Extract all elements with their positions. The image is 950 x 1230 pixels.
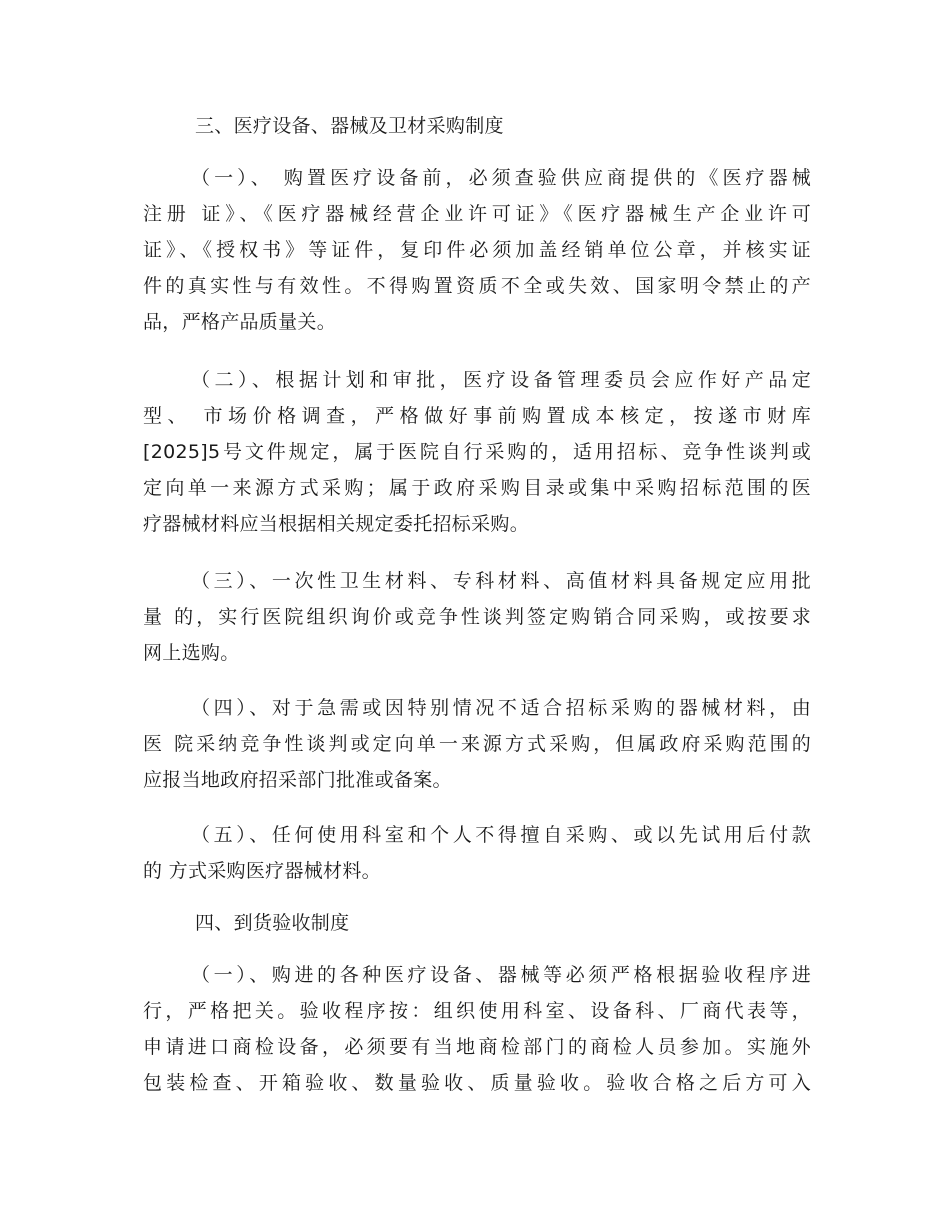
paragraph-line: 注册 证》、《医疗器械经营企业许可证》《医疗器械生产企业许可	[143, 203, 811, 225]
paragraph-line: 包装检查、开箱验收、数量验收、质量验收。验收合格之后方可入	[143, 1072, 811, 1094]
paragraph-line: （一）、购进的各种医疗设备、器械等必须严格根据验收程序进	[191, 964, 811, 986]
paragraph-line: 证》、《授权书》等证件，复印件必须加盖经销单位公章，并核实证	[143, 239, 811, 261]
paragraph-line: （三）、一次性卫生材料、专科材料、高值材料具备规定应用批	[191, 570, 811, 592]
paragraph-line: 医 院采纳竞争性谈判或定向单一来源方式采购，但属政府采购范围的	[143, 733, 811, 755]
paragraph-line: [2025]5号文件规定，属于医院自行采购的，适用招标、竞争性谈判或	[143, 441, 811, 463]
paragraph-3-5	[143, 817, 811, 889]
paragraph-line: 应报当地政府招采部门批准或备案。	[143, 769, 452, 791]
paragraph-line: 型、 市场价格调查，严格做好事前购置成本核定，按遂市财库	[143, 405, 811, 427]
paragraph-3-2	[143, 362, 811, 542]
paragraph-line: 申请进口商检设备，必须要有当地商检部门的商检人员参加。实施外	[143, 1036, 811, 1058]
paragraph-line: （五）、任何使用科室和个人不得擅自采购、或以先试用后付款	[191, 824, 811, 846]
paragraph-line: （一）、 购置医疗设备前，必须查验供应商提供的《医疗器械	[191, 167, 811, 189]
paragraph-line: 网上选购。	[143, 642, 240, 664]
paragraph-3-4	[143, 690, 811, 798]
paragraph-line: 件的真实性与有效性。不得购置资质不全或失效、国家明令禁止的产	[143, 275, 811, 297]
paragraph-4-1	[143, 957, 811, 1101]
paragraph-line: 量 的，实行医院组织询价或竞争性谈判签定购销合同采购，或按要求	[143, 606, 811, 628]
paragraph-line: 定向单一来源方式采购；属于政府采购目录或集中采购招标范围的医	[143, 477, 811, 499]
paragraph-line: 行，严格把关。验收程序按：组织使用科室、设备科、厂商代表等，	[143, 1000, 811, 1022]
section-heading-3: 三、医疗设备、器械及卫材采购制度	[195, 115, 504, 137]
paragraph-line: （二）、根据计划和审批，医疗设备管理委员会应作好产品定	[191, 369, 811, 391]
section-heading-4: 四、到货验收制度	[195, 912, 350, 934]
paragraph-3-1	[143, 160, 811, 340]
paragraph-line: （四）、对于急需或因特别情况不适合招标采购的器械材料，由	[191, 697, 811, 719]
paragraph-line: 品，严格产品质量关。	[143, 311, 337, 333]
paragraph-line: 的 方式采购医疗器械材料。	[143, 860, 381, 882]
paragraph-3-3	[143, 563, 811, 671]
paragraph-line: 疗器械材料应当根据相关规定委托招标采购。	[143, 513, 530, 535]
